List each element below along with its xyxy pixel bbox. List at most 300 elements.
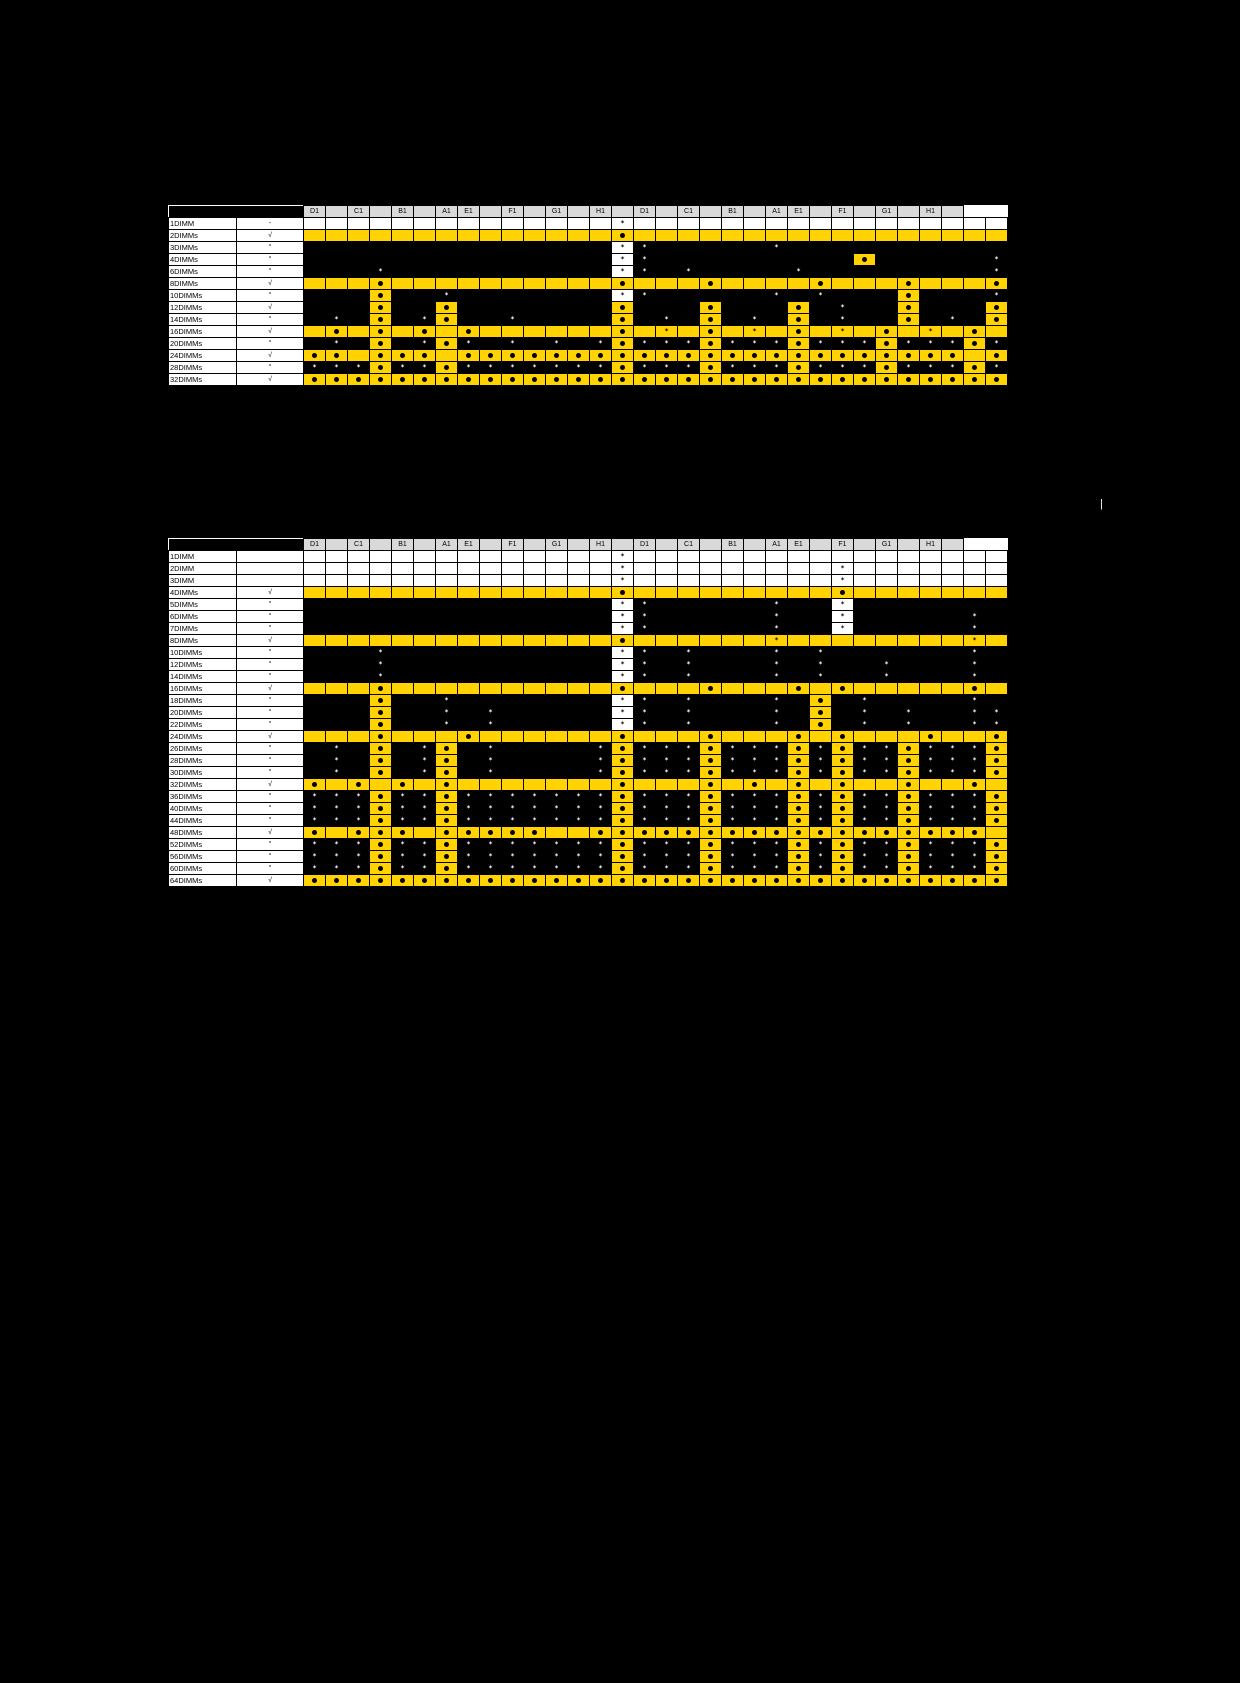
slot-cell <box>634 374 656 386</box>
slot-cell <box>304 230 326 242</box>
slot-cell <box>546 266 568 278</box>
column-header-cont-15 <box>942 539 964 551</box>
column-header-e1-4: E1 <box>458 539 480 551</box>
slot-cell <box>370 218 392 230</box>
slot-cell <box>656 290 678 302</box>
slot-cell <box>568 875 590 887</box>
slot-cell <box>876 731 898 743</box>
slot-cell: ✶ <box>964 839 986 851</box>
slot-cell <box>700 611 722 623</box>
slot-cell: ✶ <box>326 803 348 815</box>
slot-cell <box>986 779 1008 791</box>
slot-cell: ✶ <box>766 767 788 779</box>
slot-cell <box>480 290 502 302</box>
slot-cell <box>568 314 590 326</box>
slot-cell <box>414 218 436 230</box>
column-header-cont-7 <box>612 539 634 551</box>
slot-cell <box>590 599 612 611</box>
slot-cell <box>854 254 876 266</box>
slot-cell <box>590 647 612 659</box>
slot-cell <box>370 827 392 839</box>
slot-cell: ✶ <box>370 671 392 683</box>
slot-cell <box>700 827 722 839</box>
row-label: 32DIMMs <box>169 779 237 791</box>
slot-cell <box>590 731 612 743</box>
slot-cell <box>832 719 854 731</box>
slot-cell <box>524 374 546 386</box>
slot-cell <box>876 266 898 278</box>
slot-cell <box>524 719 546 731</box>
slot-cell <box>458 278 480 290</box>
slot-cell <box>480 266 502 278</box>
slot-cell <box>612 767 634 779</box>
slot-cell <box>810 635 832 647</box>
slot-cell: ✶ <box>678 863 700 875</box>
slot-cell <box>942 731 964 743</box>
slot-cell <box>524 266 546 278</box>
slot-cell <box>722 374 744 386</box>
slot-cell <box>986 659 1008 671</box>
slot-cell <box>898 875 920 887</box>
slot-cell <box>326 563 348 575</box>
slot-cell <box>414 635 436 647</box>
slot-cell <box>436 659 458 671</box>
slot-cell: ✶ <box>678 362 700 374</box>
slot-cell <box>568 230 590 242</box>
slot-cell <box>348 743 370 755</box>
slot-cell <box>832 374 854 386</box>
slot-cell <box>964 731 986 743</box>
slot-cell <box>722 242 744 254</box>
row-label: 40DIMMs <box>169 803 237 815</box>
column-header-c1-9: C1 <box>678 539 700 551</box>
slot-cell <box>898 266 920 278</box>
slot-cell <box>832 743 854 755</box>
slot-cell <box>854 827 876 839</box>
column-header-h1-15: H1 <box>920 539 942 551</box>
slot-cell <box>964 587 986 599</box>
slot-cell <box>942 719 964 731</box>
table-row <box>169 362 1008 374</box>
slot-cell: ✶ <box>392 839 414 851</box>
slot-cell: ✶ <box>964 851 986 863</box>
slot-cell <box>326 599 348 611</box>
slot-cell <box>304 218 326 230</box>
slot-cell <box>590 635 612 647</box>
slot-cell <box>304 254 326 266</box>
slot-cell <box>436 218 458 230</box>
slot-cell <box>700 266 722 278</box>
slot-cell <box>700 659 722 671</box>
slot-cell <box>502 875 524 887</box>
slot-cell <box>480 731 502 743</box>
slot-cell <box>722 254 744 266</box>
slot-cell: ✶ <box>590 863 612 875</box>
slot-cell <box>700 743 722 755</box>
slot-cell: ✶ <box>766 743 788 755</box>
slot-cell: ✶ <box>832 338 854 350</box>
slot-cell <box>986 551 1008 563</box>
slot-cell <box>348 374 370 386</box>
slot-cell <box>854 314 876 326</box>
column-header-a1-3: A1 <box>436 206 458 218</box>
slot-cell <box>546 230 568 242</box>
slot-cell <box>304 707 326 719</box>
slot-cell <box>854 683 876 695</box>
slot-cell <box>766 314 788 326</box>
slot-cell <box>634 575 656 587</box>
slot-cell: ✶ <box>810 290 832 302</box>
slot-cell <box>810 731 832 743</box>
slot-cell <box>568 575 590 587</box>
slot-cell <box>392 314 414 326</box>
slot-cell: ✶ <box>524 815 546 827</box>
slot-cell <box>326 350 348 362</box>
slot-cell <box>766 731 788 743</box>
slot-cell <box>656 230 678 242</box>
slot-cell <box>898 587 920 599</box>
slot-cell <box>546 671 568 683</box>
slot-cell <box>964 266 986 278</box>
row-label: 14DIMMs <box>169 671 237 683</box>
slot-cell <box>942 623 964 635</box>
slot-cell <box>414 254 436 266</box>
slot-cell: ✶ <box>414 863 436 875</box>
table-row <box>169 647 1008 659</box>
slot-cell <box>986 839 1008 851</box>
slot-cell <box>722 278 744 290</box>
slot-cell <box>986 230 1008 242</box>
row-recommendation-mark: √ <box>237 587 304 599</box>
slot-cell <box>348 779 370 791</box>
slot-cell <box>392 278 414 290</box>
slot-cell <box>458 314 480 326</box>
slot-cell <box>502 683 524 695</box>
slot-cell: ✶ <box>612 290 634 302</box>
slot-cell <box>898 302 920 314</box>
slot-cell: ✶ <box>480 791 502 803</box>
slot-cell <box>326 230 348 242</box>
slot-cell <box>480 326 502 338</box>
slot-cell <box>546 314 568 326</box>
slot-cell <box>898 839 920 851</box>
slot-cell <box>590 314 612 326</box>
slot-cell <box>898 743 920 755</box>
slot-cell: ✶ <box>524 863 546 875</box>
slot-cell <box>568 755 590 767</box>
table-row <box>169 683 1008 695</box>
slot-cell <box>656 731 678 743</box>
slot-cell <box>722 827 744 839</box>
slot-cell <box>414 563 436 575</box>
column-header-a1-11: A1 <box>766 539 788 551</box>
slot-cell: ✶ <box>414 743 436 755</box>
table-row <box>169 290 1008 302</box>
slot-cell <box>568 242 590 254</box>
slot-cell <box>942 707 964 719</box>
slot-cell <box>590 827 612 839</box>
slot-cell <box>854 647 876 659</box>
slot-cell <box>436 815 458 827</box>
slot-cell <box>832 218 854 230</box>
slot-cell <box>348 266 370 278</box>
slot-cell <box>920 671 942 683</box>
slot-cell <box>612 587 634 599</box>
slot-cell <box>700 791 722 803</box>
slot-cell <box>942 563 964 575</box>
slot-cell <box>876 278 898 290</box>
slot-cell: ✶ <box>590 851 612 863</box>
slot-cell: ✶ <box>964 791 986 803</box>
slot-cell: ✶ <box>854 362 876 374</box>
slot-cell <box>436 350 458 362</box>
slot-cell: ✶ <box>370 659 392 671</box>
slot-cell <box>524 338 546 350</box>
slot-cell <box>788 755 810 767</box>
table-row <box>169 851 1008 863</box>
slot-cell <box>590 875 612 887</box>
slot-cell <box>788 803 810 815</box>
table-row <box>169 827 1008 839</box>
row-recommendation-mark: √ <box>237 731 304 743</box>
slot-cell <box>788 599 810 611</box>
slot-cell: ✶ <box>502 839 524 851</box>
slot-cell: ✶ <box>678 719 700 731</box>
slot-cell <box>898 695 920 707</box>
slot-cell <box>876 827 898 839</box>
slot-cell <box>656 647 678 659</box>
row-recommendation-mark: ° <box>237 290 304 302</box>
dimm-population-table-64 <box>168 538 1008 887</box>
slot-cell <box>722 266 744 278</box>
slot-cell <box>788 254 810 266</box>
slot-cell: ✶ <box>678 266 700 278</box>
slot-cell <box>326 266 348 278</box>
slot-cell: ✶ <box>876 803 898 815</box>
slot-cell <box>502 767 524 779</box>
slot-cell: ✶ <box>634 815 656 827</box>
column-header-b1-2: B1 <box>392 206 414 218</box>
slot-cell <box>392 302 414 314</box>
slot-cell <box>920 599 942 611</box>
slot-cell <box>612 278 634 290</box>
slot-cell: ✶ <box>986 719 1008 731</box>
slot-cell: ✶ <box>392 362 414 374</box>
slot-cell: ✶ <box>744 803 766 815</box>
slot-cell: ✶ <box>612 266 634 278</box>
slot-cell <box>700 218 722 230</box>
slot-cell <box>414 326 436 338</box>
slot-cell <box>810 278 832 290</box>
slot-cell <box>348 827 370 839</box>
slot-cell <box>436 230 458 242</box>
slot-cell <box>392 242 414 254</box>
slot-cell <box>612 851 634 863</box>
slot-cell: ✶ <box>502 803 524 815</box>
slot-cell <box>722 314 744 326</box>
column-header-cont-12 <box>810 539 832 551</box>
row-label: 16DIMMs <box>169 683 237 695</box>
slot-cell: ✶ <box>964 635 986 647</box>
slot-cell <box>612 803 634 815</box>
slot-cell <box>722 575 744 587</box>
column-header-cont-10 <box>744 539 766 551</box>
slot-cell <box>942 218 964 230</box>
slot-cell <box>546 623 568 635</box>
slot-cell: ✶ <box>678 338 700 350</box>
slot-cell <box>678 302 700 314</box>
slot-cell <box>502 647 524 659</box>
slot-cell <box>458 611 480 623</box>
slot-cell <box>898 314 920 326</box>
column-header-h1-7: H1 <box>590 539 612 551</box>
slot-cell <box>348 635 370 647</box>
slot-cell <box>964 302 986 314</box>
slot-cell: ✶ <box>678 815 700 827</box>
slot-cell <box>942 683 964 695</box>
slot-cell: ✶ <box>458 839 480 851</box>
slot-cell <box>766 551 788 563</box>
slot-cell: ✶ <box>326 791 348 803</box>
table-row <box>169 587 1008 599</box>
slot-cell <box>788 743 810 755</box>
slot-cell: ✶ <box>480 362 502 374</box>
slot-cell <box>348 314 370 326</box>
slot-cell <box>788 230 810 242</box>
slot-cell <box>876 707 898 719</box>
slot-cell <box>612 230 634 242</box>
slot-cell <box>568 278 590 290</box>
slot-cell <box>678 875 700 887</box>
slot-cell <box>656 695 678 707</box>
slot-cell <box>568 695 590 707</box>
slot-cell: ✶ <box>920 767 942 779</box>
slot-cell <box>788 551 810 563</box>
slot-cell <box>370 779 392 791</box>
slot-cell: ✶ <box>678 755 700 767</box>
slot-cell: ✶ <box>480 839 502 851</box>
row-label: 8DIMMs <box>169 635 237 647</box>
column-header-cont-0 <box>326 539 348 551</box>
slot-cell <box>348 575 370 587</box>
slot-cell <box>810 707 832 719</box>
slot-cell <box>942 587 964 599</box>
slot-cell <box>458 743 480 755</box>
slot-cell <box>722 683 744 695</box>
slot-cell <box>678 278 700 290</box>
slot-cell: ✶ <box>326 314 348 326</box>
slot-cell <box>942 779 964 791</box>
slot-cell <box>876 719 898 731</box>
slot-cell <box>546 374 568 386</box>
slot-cell <box>414 587 436 599</box>
slot-cell <box>348 302 370 314</box>
slot-cell <box>414 266 436 278</box>
slot-cell: ✶ <box>590 362 612 374</box>
slot-cell <box>546 659 568 671</box>
slot-cell <box>502 326 524 338</box>
slot-cell <box>326 635 348 647</box>
slot-cell <box>304 827 326 839</box>
row-recommendation-mark: √ <box>237 302 304 314</box>
slot-cell <box>414 647 436 659</box>
slot-cell <box>700 254 722 266</box>
slot-cell <box>590 230 612 242</box>
slot-cell: ✶ <box>854 755 876 767</box>
slot-cell <box>700 779 722 791</box>
slot-cell <box>634 314 656 326</box>
slot-cell <box>326 290 348 302</box>
slot-cell <box>964 278 986 290</box>
slot-cell <box>700 803 722 815</box>
slot-cell: ✶ <box>634 647 656 659</box>
slot-cell <box>414 695 436 707</box>
slot-cell <box>414 611 436 623</box>
slot-cell <box>744 575 766 587</box>
slot-cell <box>458 779 480 791</box>
slot-cell <box>964 827 986 839</box>
slot-cell <box>348 230 370 242</box>
column-header-cont-4 <box>480 206 502 218</box>
row-label: 1DIMM <box>169 551 237 563</box>
slot-cell <box>502 743 524 755</box>
slot-cell <box>326 374 348 386</box>
slot-cell <box>612 314 634 326</box>
slot-cell <box>524 731 546 743</box>
slot-cell <box>392 350 414 362</box>
slot-cell <box>612 743 634 755</box>
slot-cell <box>502 230 524 242</box>
slot-cell <box>656 719 678 731</box>
slot-cell <box>524 551 546 563</box>
slot-cell <box>678 218 700 230</box>
slot-cell <box>700 290 722 302</box>
slot-cell <box>832 695 854 707</box>
slot-cell <box>612 875 634 887</box>
slot-cell <box>986 374 1008 386</box>
slot-cell <box>964 230 986 242</box>
slot-cell <box>700 719 722 731</box>
slot-cell: ✶ <box>414 767 436 779</box>
row-label: 2DIMM <box>169 563 237 575</box>
slot-cell <box>788 875 810 887</box>
slot-cell: ✶ <box>876 767 898 779</box>
slot-cell <box>304 647 326 659</box>
column-header-f1-13: F1 <box>832 539 854 551</box>
slot-cell <box>370 839 392 851</box>
slot-cell: ✶ <box>678 695 700 707</box>
slot-cell: ✶ <box>414 791 436 803</box>
slot-cell <box>458 551 480 563</box>
slot-cell <box>700 707 722 719</box>
slot-cell: ✶ <box>480 767 502 779</box>
table-row <box>169 599 1008 611</box>
slot-cell: ✶ <box>656 314 678 326</box>
slot-cell <box>810 779 832 791</box>
slot-cell: ✶ <box>612 563 634 575</box>
slot-cell <box>436 254 458 266</box>
slot-cell <box>392 338 414 350</box>
slot-cell <box>480 338 502 350</box>
slot-cell <box>326 719 348 731</box>
slot-cell <box>700 575 722 587</box>
slot-cell: ✶ <box>678 671 700 683</box>
slot-cell <box>370 338 392 350</box>
slot-cell <box>700 623 722 635</box>
slot-cell: ✶ <box>546 863 568 875</box>
slot-cell <box>326 695 348 707</box>
slot-cell: ✶ <box>942 338 964 350</box>
